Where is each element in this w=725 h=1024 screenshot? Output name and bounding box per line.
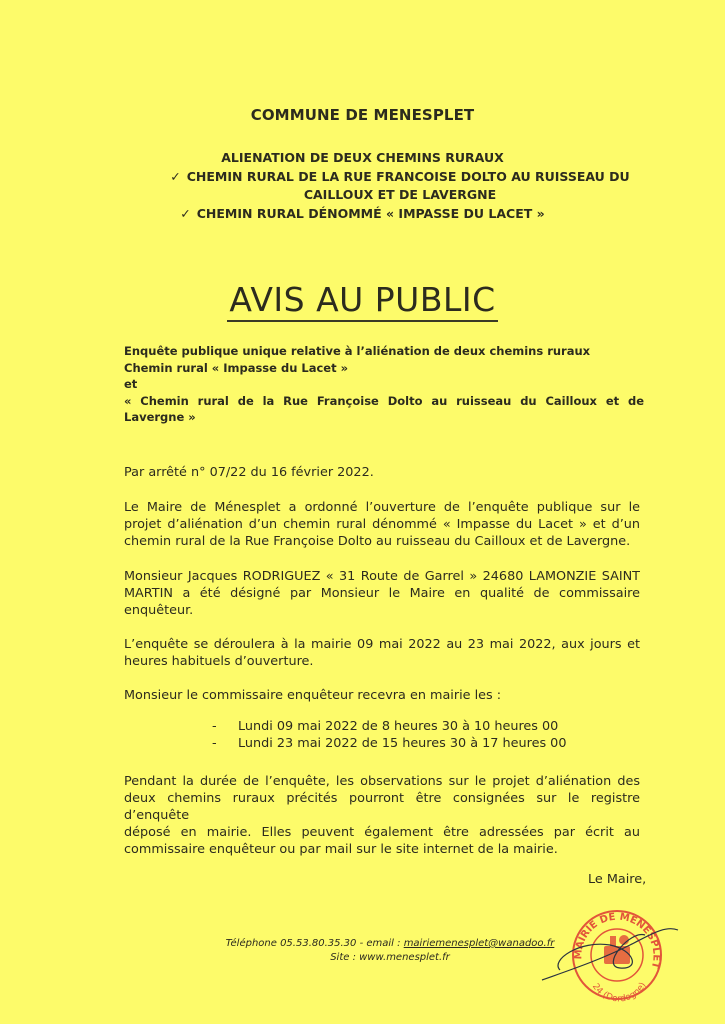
path-item-2: ✓ CHEMIN RURAL DÉNOMMÉ « IMPASSE DU LACET »	[180, 206, 545, 221]
stamp-text-top: MAIRIE DE MENESPLET	[573, 911, 662, 970]
commune-heading: COMMUNE DE MENESPLET	[250, 106, 475, 124]
inquiry-subject: Enquête publique unique relative à l’aliénation de deux chemins ruraux Chemin rural « Impasse du Lacet » et « Chemin rural de la Rue Françoise Dolto au ruisseau du Cailloux et de Lavergne »	[124, 344, 644, 424]
checkmark-icon: ✓	[180, 206, 191, 221]
paragraph-sessions-intro: Monsieur le commissaire enquêteur recevra en mairie les :	[124, 688, 502, 703]
list-item: - Lundi 23 mai 2022 de 15 heures 30 à 17 heures 00	[212, 736, 567, 751]
path-item-1: ✓ CHEMIN RURAL DE LA RUE FRANCOISE DOLTO AU RUISSEAU DU CAILLOUX ET DE LAVERGNE	[170, 169, 630, 202]
paragraph-observations: Pendant la durée de l’enquête, les observations sur le projet d’aliénation des deux chemins ruraux précités pourront être consignées sur le registre d’enquête déposé en mairie. Elles peuvent également être adressées par écrit au commissaire enquêteur ou par mail sur le site internet de la mairie.	[124, 774, 640, 857]
notice-title: AVIS AU PUBLIC	[0, 280, 725, 319]
paragraph-commissioner: Monsieur Jacques RODRIGUEZ « 31 Route de Garrel » 24680 LAMONZIE SAINT MARTIN a été désigné par Monsieur le Maire en qualité de commissaire enquêteur.	[124, 569, 640, 618]
email-link[interactable]: mairiemenesplet@wanadoo.fr	[403, 938, 555, 949]
arrete-line: Par arrêté n° 07/22 du 16 février 2022.	[124, 465, 374, 480]
stamp-emblem	[604, 935, 630, 964]
footer-site[interactable]: Site : www.menesplet.fr	[330, 952, 450, 963]
subject-heading: ALIENATION DE DEUX CHEMINS RURAUX	[221, 150, 504, 165]
mairie-stamp	[540, 900, 680, 1005]
checkmark-icon: ✓	[170, 169, 181, 184]
footer-contact: Téléphone 05.53.80.35.30 - email : mairiemenesplet@wanadoo.fr	[225, 938, 555, 949]
signature-label: Le Maire,	[588, 872, 647, 887]
paragraph-dates: L’enquête se déroulera à la mairie 09 mai 2022 au 23 mai 2022, aux jours et heures habituels d’ouverture.	[124, 637, 640, 669]
stamp-text-bottom: 24 (Dordogne)	[589, 980, 649, 1005]
sessions-list	[212, 718, 652, 752]
list-item: - Lundi 09 mai 2022 de 8 heures 30 à 10 heures 00	[212, 719, 559, 734]
paragraph-opening: Le Maire de Ménesplet a ordonné l’ouverture de l’enquête publique sur le projet d’aliénation d’un chemin rural dénommé « Impasse du Lacet » et d’un chemin rural de la Rue Françoise Dolto au ruisseau du Cailloux et de Lavergne.	[124, 500, 640, 549]
